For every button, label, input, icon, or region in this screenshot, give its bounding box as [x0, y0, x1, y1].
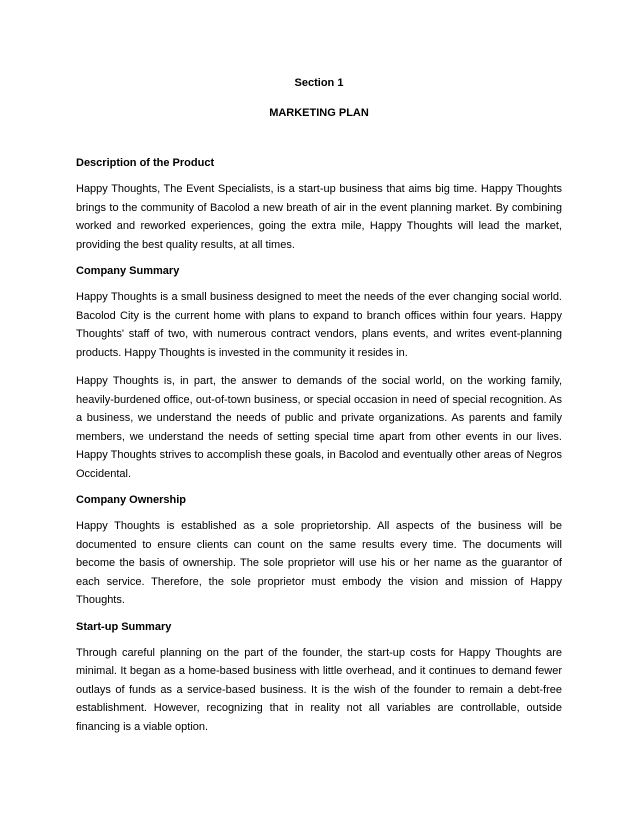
section-company-summary	[76, 264, 562, 483]
section-heading: Start-up Summary	[76, 620, 172, 633]
section-heading: Description of the Product	[76, 157, 215, 169]
section-heading: Company Summary	[76, 265, 180, 277]
section-description-of-product	[76, 156, 562, 254]
paragraph: Happy Thoughts, The Event Specialists, is a start-up business that aims big time. Happy Thoughts brings to the community of Bacolod a new breath of air in the event planning market. By combining worked and reworked experiences, going the extra mile, Happy Thoughts will lead the market, providing the best quality results, at all times.	[76, 183, 562, 251]
section-start-up-summary	[76, 620, 562, 737]
section-heading: Company Ownership	[76, 494, 187, 506]
document-title: MARKETING PLAN	[269, 107, 369, 119]
section-label: Section 1	[294, 77, 344, 89]
section-company-ownership	[76, 493, 562, 610]
paragraph: Happy Thoughts is a small business designed to meet the needs of the ever changing social world. Bacolod City is the current home with plans to expand to branch offices within four years. Happy Thoughts' staff of two, with numerous contract vendors, plans events, and writes event-planning products. Happy Thoughts is invested in the community it resides in.	[76, 291, 562, 359]
paragraph: Happy Thoughts is established as a sole proprietorship. All aspects of the business will be documented to ensure clients can count on the same results every time. The documents will become the basis of ownership. The sole proprietor will use his or her name as the guarantor of each service. Therefore, the sole proprietor must embody the vision and mission of Happy Thoughts.	[76, 520, 562, 606]
paragraph: Happy Thoughts is, in part, the answer to demands of the social world, on the working family, heavily-burdened office, out-of-town business, or special occasion in need of special recognition. As a business, we understand the needs of public and private organizations. As parents and family members, we understand the needs of setting special time apart from other events in our lives. Happy Thoughts strives to accomplish these goals, in Bacolod and eventually other areas of Negros Occidental.	[76, 375, 562, 480]
paragraph: Through careful planning on the part of the founder, the start-up costs for Happy Thoughts are minimal. It began as a home-based business with little overhead, and it continues to demand fewer outlays of funds as a service-based business. It is the wish of the founder to remain a debt-free establishment. However, recognizing that in reality not all variables are controllable, outside financing is a viable option.	[76, 646, 562, 733]
